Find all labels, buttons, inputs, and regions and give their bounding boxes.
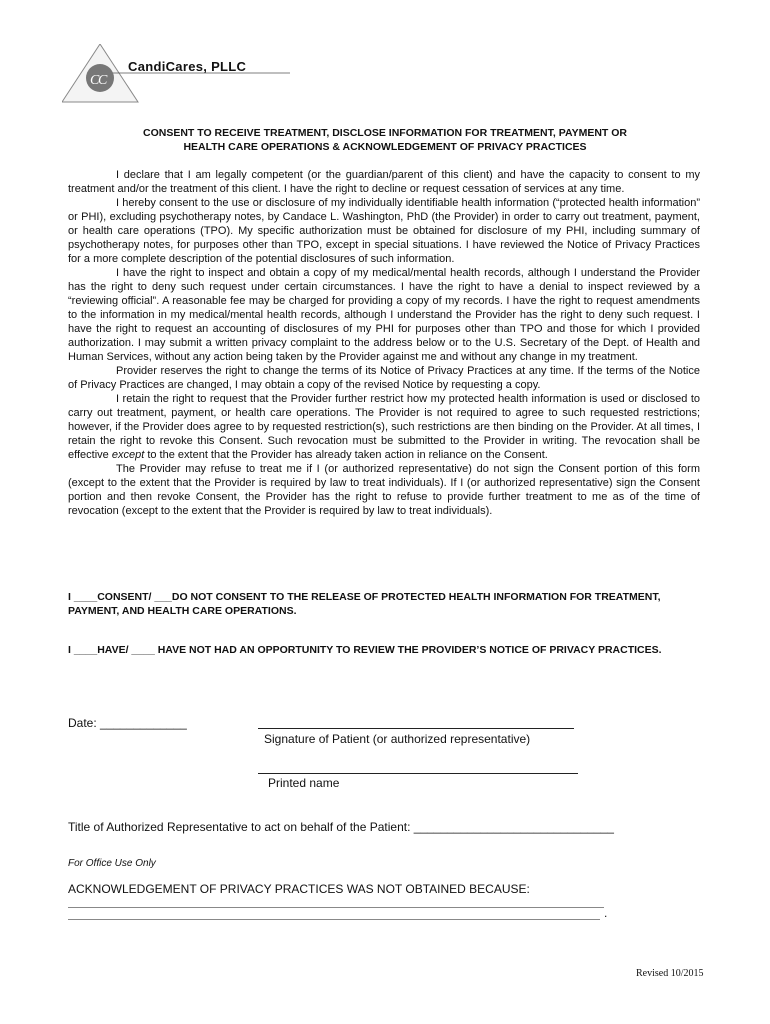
office-use-label: For Office Use Only [68, 858, 156, 869]
paragraph-consent-use: I hereby consent to the use or disclosure of my individually identifiable health information (“protected health information” or PHI), excluding psychotherapy notes, by Candace L. Washington, PhD (the Provider) in order to carry out treatment, payment, or health care operations (TPO). My specific authorization must be obtained for disclosure of my PHI, including summary of psychotherapy notes, for purposes other than TPO, except in special situations. I have reviewed the Notice of Privacy Practices for a more complete description of the potential disclosures of such information. [68, 197, 700, 265]
document-title-line1: CONSENT TO RECEIVE TREATMENT, DISCLOSE INFORMATION FOR TREATMENT, PAYMENT OR [143, 127, 627, 139]
body-text [68, 168, 700, 518]
printed-name-line[interactable] [258, 773, 578, 774]
representative-title-field[interactable]: Title of Authorized Representative to act on behalf of the Patient: ______________________________ [68, 820, 614, 834]
company-name: CandiCares, PLLC [128, 59, 247, 74]
svg-text:C: C [90, 73, 100, 88]
reason-line-2[interactable] [68, 919, 600, 920]
printed-name-label: Printed name [268, 776, 340, 790]
paragraph-inspect-rights: I have the right to inspect and obtain a copy of my medical/mental health records, although I understand the Provider has the right to deny such request under certain circumstances. I have the right to have a denial to inspect reviewed by a “reviewing official”. A reasonable fee may be charged for providing a copy of my records. I have the right to request amendments to the information in my medical/mental health records, although I understand the Provider has the right to deny such request. I have the right to request an accounting of disclosures of my PHI for purposes other than TPO and those for which I provided authorization. I may submit a written privacy complaint to the address below or to the U.S. Secretary of the Dept. of Health and Human Services, without any action being taken by the Provider against me and without any change in my treatment. [68, 267, 700, 363]
acknowledgement-not-obtained-label: ACKNOWLEDGEMENT OF PRIVACY PRACTICES WAS NOT OBTAINED BECAUSE: [68, 882, 530, 896]
paragraph-restrictions-italic: except [111, 449, 145, 461]
paragraph-refuse-treatment: The Provider may refuse to treat me if I (or authorized representative) do not sign the Consent portion of this form (except to the extent that the Provider is required by law to treat individuals). If I (or authorized representative) sign the Consent portion and then revoke Consent, the Provider has the right to refuse to provide further treatment to me as of the time of revocation (except to the extent that the Provider is required by law to treat individuals). [68, 463, 700, 517]
reason-line-1[interactable] [68, 907, 604, 908]
document-title-line2: HEALTH CARE OPERATIONS & ACKNOWLEDGEMENT OF PRIVACY PRACTICES [183, 141, 587, 153]
reason-end-period: . [604, 906, 608, 920]
signature-line[interactable] [258, 728, 574, 729]
revised-date: Revised 10/2015 [636, 968, 704, 979]
candicares-logo-icon [62, 44, 292, 104]
signature-label: Signature of Patient (or authorized representative) [264, 732, 531, 746]
paragraph-restrictions-text: I retain the right to request that the Provider further restrict how my protected health information is used or disclosed to carry out treatment, payment, or health care operations. The Provider is not required to agree to such requested restrictions; however, if the Provider does agree to by requested restriction(s), such restrictions are then binding on the Provider. At all times, I retain the right to revoke this Consent. Such revocation must be submitted to the Provider in writing. The revocation shall be effective [68, 393, 700, 461]
svg-text:C: C [98, 73, 108, 88]
review-statement[interactable]: I ____HAVE/ ____ HAVE NOT HAD AN OPPORTUNITY TO REVIEW THE PROVIDER’S NOTICE OF PRIVACY PRACTICES. [68, 644, 662, 656]
paragraph-notice-changes: Provider reserves the right to change the terms of its Notice of Privacy Practices at any time. If the terms of the Notice of Privacy Practices are changed, I may obtain a copy of the revised Notice by requesting a copy. [68, 365, 700, 391]
paragraph-competence: I declare that I am legally competent (or the guardian/parent of this client) and have the capacity to consent to my treatment and/or the treatment of this client. I have the right to decline or request cessation of services at any time. [68, 169, 700, 195]
consent-statement[interactable]: I ____CONSENT/ ___DO NOT CONSENT TO THE RELEASE OF PROTECTED HEALTH INFORMATION FOR TREATMENT, PAYMENT, AND HEALTH CARE OPERATIONS. [68, 591, 661, 617]
paragraph-restrictions [68, 392, 700, 462]
paragraph-restrictions-tail: to the extent that the Provider has already taken action in reliance on the Consent. [147, 449, 548, 461]
date-field[interactable]: Date: _____________ [68, 716, 187, 730]
company-logo [62, 44, 292, 104]
